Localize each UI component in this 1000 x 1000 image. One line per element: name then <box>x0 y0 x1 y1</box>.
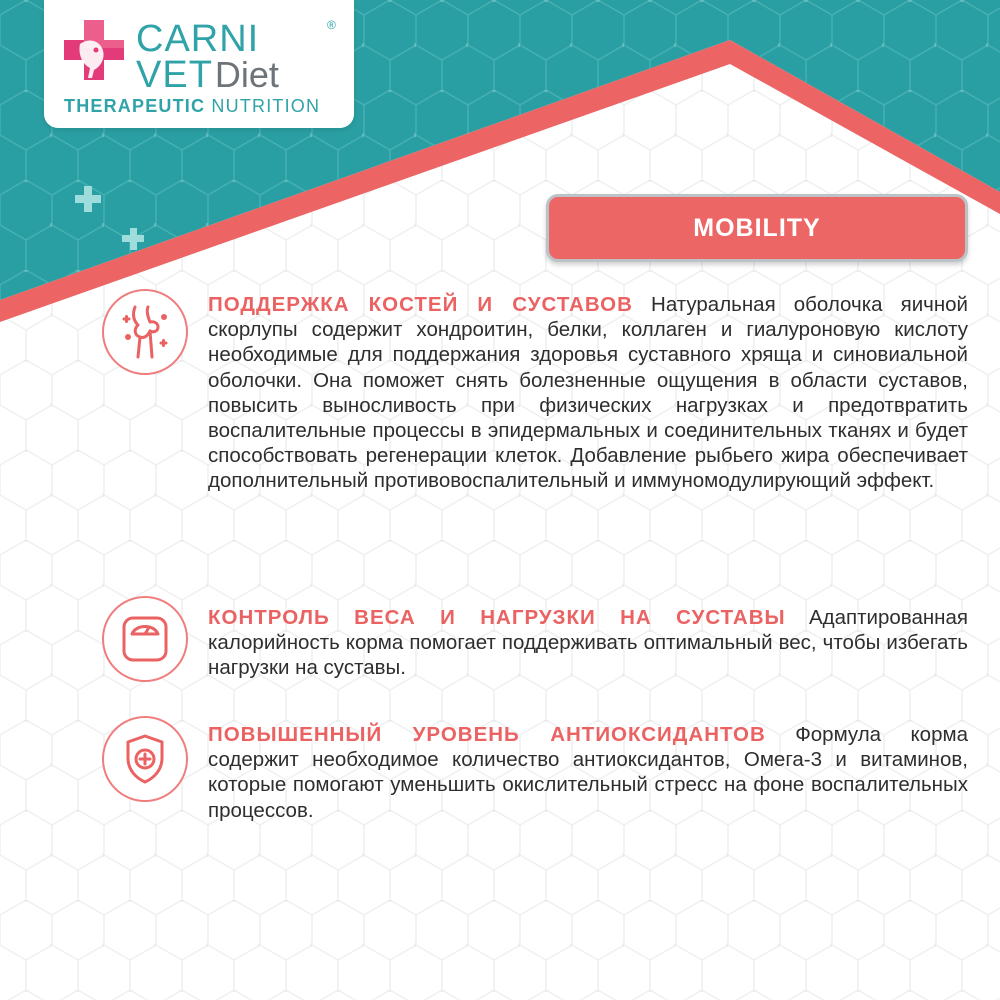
brand-tagline <box>64 96 320 117</box>
brand-name-line2 <box>136 56 279 94</box>
brand-vet: VET <box>136 54 213 96</box>
brand-diet: Diet <box>214 54 279 95</box>
section-weight-control <box>208 605 968 681</box>
scale-icon <box>110 604 180 674</box>
mobility-badge-label: MOBILITY <box>693 213 821 242</box>
section-title: ПОВЫШЕННЫЙ УРОВЕНЬ АНТИОКСИДАНТОВ <box>208 723 766 746</box>
joint-icon <box>110 297 180 367</box>
registered-mark: ® <box>327 18 336 32</box>
mobility-badge <box>546 194 968 262</box>
tagline-bold: THERAPEUTIC <box>64 96 206 116</box>
pet-cross-logo-icon <box>62 18 126 82</box>
section-bones-joints <box>208 292 968 494</box>
brand-name-line1: CARNI <box>136 18 260 60</box>
section-title: КОНТРОЛЬ ВЕСА И НАГРУЗКИ НА СУСТАВЫ <box>208 606 786 629</box>
section-antioxidants <box>208 722 968 823</box>
section-body: Адаптированная калорийность корма помогает поддерживать оптимальный вес, чтобы избегать нагрузки на суставы. <box>208 606 968 680</box>
section-icon-shield <box>102 716 188 802</box>
brand-logo <box>44 0 354 128</box>
section-body: Формула корма содержит необходимое количество антиоксидантов, Омега-3 и витаминов, которые помогают уменьшить окислительный стресс на фоне воспалительных процессов. <box>208 723 968 822</box>
tagline-light: NUTRITION <box>205 96 321 116</box>
section-body: Натуральная оболочка яичной скорлупы содержит хондроитин, белки, коллаген и гиалуроновую кислоту необходимые для поддержания здоровья суставного хряща и синовиальной оболочки. Она поможет снять болезненные ощущения в области суставов, повысить выносливость при физических нагрузках и предотвратить воспалительные процессы в эпидермальных и соединительных тканях и будет способствовать регенерации клеток. Добавление рыбьего жира обеспечивает дополнительный противовоспалительный и иммуномодулирующий эффект. <box>208 293 969 493</box>
section-icon-joint <box>102 289 188 375</box>
section-title: ПОДДЕРЖКА КОСТЕЙ И СУСТАВОВ <box>208 293 633 316</box>
section-icon-scale <box>102 596 188 682</box>
shield-plus-icon <box>110 724 180 794</box>
